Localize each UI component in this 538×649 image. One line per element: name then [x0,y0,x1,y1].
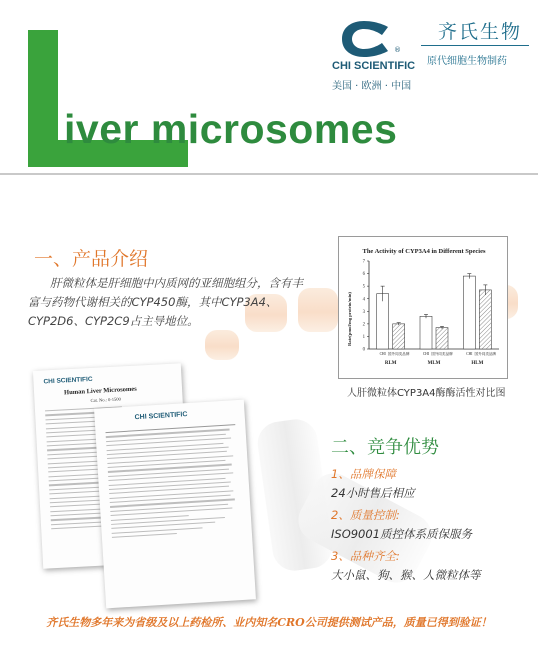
doc-logo-text: CHI SCIENTIFIC [43,375,93,386]
chart-caption: 人肝微粒体CYP3A4酶酶活性对比图 [347,388,506,399]
doc-title: Human Liver Microsomes [63,385,137,397]
advantage-heading-variety: 3、品种齐全: [331,549,400,563]
chart-y-tick-label: 0 [362,347,365,353]
doc-subtitle: Cat. No.: 0-1500 [90,396,121,404]
chart-svg [339,237,509,380]
chart-group-label: RLM [384,361,397,366]
chart-x-labels [380,351,497,366]
chart-y-tick-label: 2 [362,322,365,328]
chi-scientific-logo-icon [334,15,404,63]
advantage-desc-quality: ISO9001质控体系质保服务 [331,527,473,541]
footer-statement: 齐氏生物多年来为省级及以上药检所、业内知名CRO公司提供测试产品，质量已得到验证！ [46,616,492,629]
product-intro-text: 肝微粒体是肝细胞中内质网的亚细胞组分，含有丰富与药物代谢相关的CYP450酶，其中CYP3A4、CYP2D6、CYP2C9占主导地位。 [28,276,303,328]
doc-logo-text: CHI SCIENTIFIC [134,411,188,422]
chart-y-axis-label: Rate(pmol/mg protein/min) [347,292,352,346]
doc-table-lines [105,424,241,541]
chart-y-tick-label: 6 [362,272,365,278]
cyp3a4-activity-chart [338,236,508,379]
chart-ticks [363,260,369,353]
background-tube-cap [205,330,239,360]
chart-y-tick-label: 4 [362,297,365,303]
section-product-intro-title: 一、产品介绍 [34,248,149,270]
chart-bar-label: 国外同类品牌 [431,352,453,356]
chart-group-label: MLM [427,361,441,366]
chart-y-tick-label: 1 [362,335,365,341]
chart-title: The Activity of CYP3A4 in Different Species [362,248,486,255]
chart-bar-chi [377,294,389,349]
advantage-heading-quality: 2、质量控制: [331,508,400,522]
header-divider [0,173,538,175]
chart-bars [377,274,492,349]
advantage-desc-brand: 24小时售后相应 [331,486,415,500]
registered-mark: ® [394,46,401,54]
advantage-heading-brand: 1、品牌保障 [331,467,396,481]
chart-bar-label: 国外同类品牌 [387,352,410,356]
cn-tagline: 原代细胞生物制药 [427,56,507,67]
brand-divider [421,45,529,46]
chart-group-label: HLM [471,361,484,366]
brand-name: CHI SCIENTIFIC [332,60,416,72]
chart-bar-label: CHI [422,352,430,356]
cn-brand-name: 齐氏生物 [438,21,523,43]
chart-y-tick-label: 5 [362,284,365,290]
chart-y-tick-label: 7 [362,259,365,265]
chart-bar-label: 国外同类品牌 [474,352,497,356]
chart-bar-competitor [393,324,405,349]
section-advantages-title: 二、竞争优势 [331,437,439,458]
product-test-report-image [94,400,256,609]
chart-bar-label: CHI [466,352,473,356]
background-tube-cap [298,288,338,332]
chart-y-tick-label: 3 [362,309,365,315]
chart-bar-competitor [436,328,448,349]
section-product-intro-body [28,274,303,331]
chart-bar-chi [463,276,475,349]
brand-region: 美国 · 欧洲 · 中国 [332,81,412,92]
page-title: iver microsomes [64,106,398,152]
chart-bar-label: CHI [379,352,386,356]
advantage-desc-variety: 大小鼠、狗、猴、人微粒体等 [331,568,481,582]
chart-bar-chi [420,316,432,349]
chart-bar-competitor [479,290,491,349]
